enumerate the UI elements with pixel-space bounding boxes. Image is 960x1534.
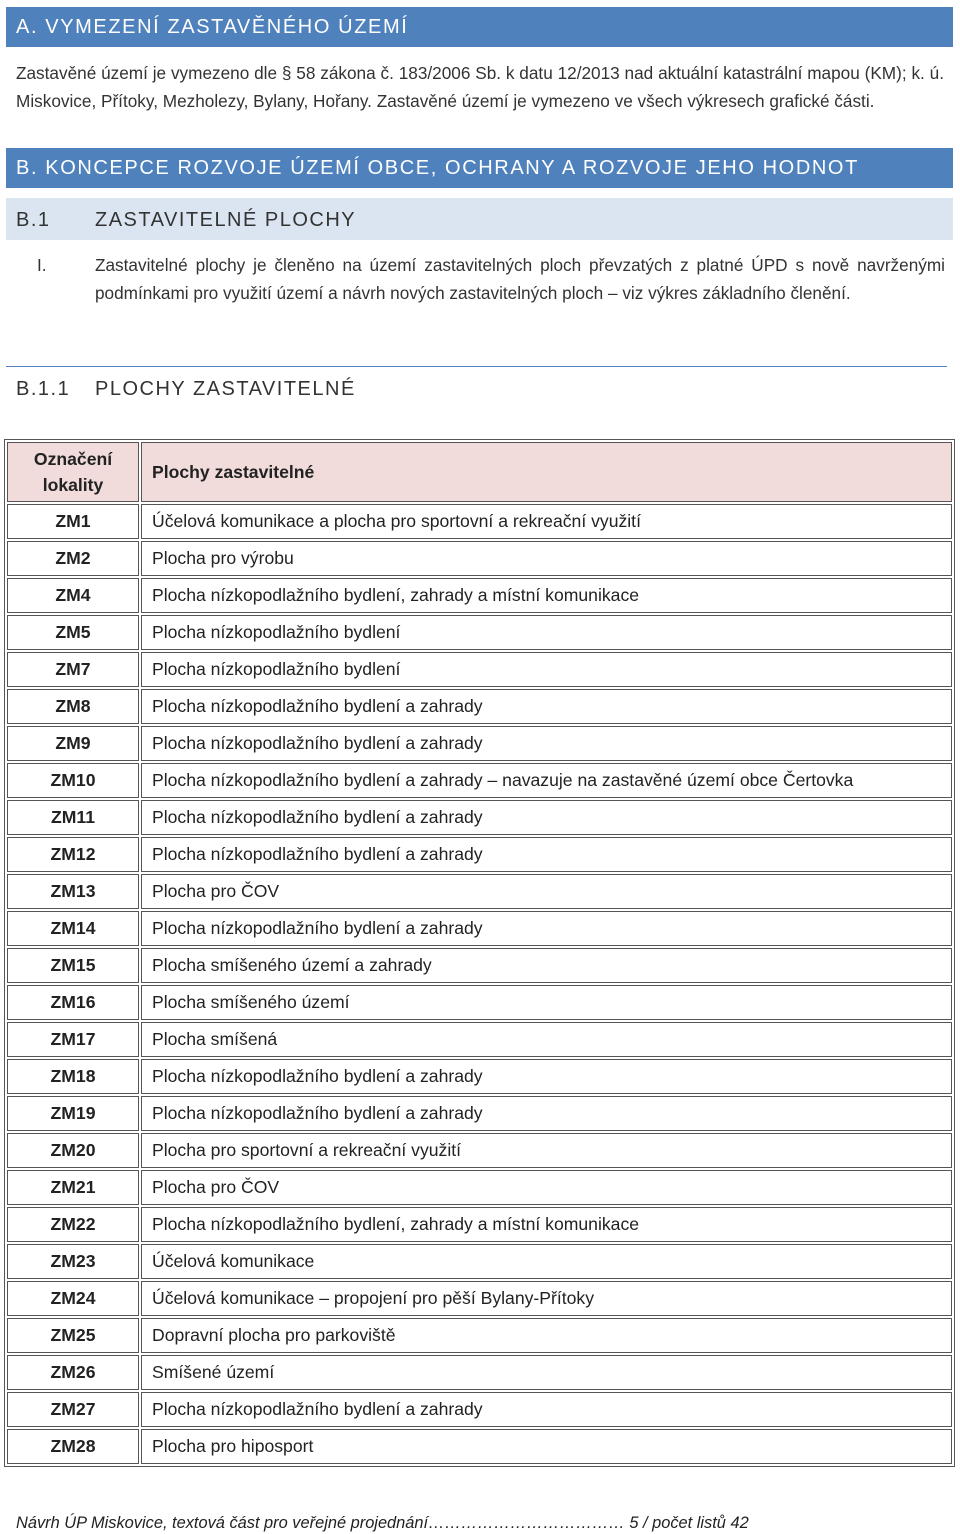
- section-b1-title: ZASTAVITELNÉ PLOCHY: [95, 209, 357, 231]
- lokalita-desc-cell: Plocha nízkopodlažního bydlení a zahrady: [141, 911, 952, 946]
- point-text: Zastavitelné plochy je členěno na území zastavitelných ploch převzatých z platné ÚPD s nově navrženými podmínkami pro využití území a návrh nových zastavitelných ploch – viz výkres základního členění.: [95, 255, 945, 303]
- lokalita-desc-cell: Plocha nízkopodlažního bydlení: [141, 615, 952, 650]
- lokalita-code-cell: ZM1: [7, 504, 139, 539]
- point-marker: I.: [37, 255, 47, 275]
- lokalita-code-cell: ZM13: [7, 874, 139, 909]
- lokalita-code-cell: ZM5: [7, 615, 139, 650]
- zastavitelne-plochy-table: [4, 439, 955, 1467]
- table-row: [7, 1429, 952, 1464]
- lokalita-code-cell: ZM2: [7, 541, 139, 576]
- table-row: [7, 1392, 952, 1427]
- table-row: [7, 504, 952, 539]
- page-footer: Návrh ÚP Miskovice, textová část pro veřejné projednání……………………………… 5 / počet listů 42: [16, 1514, 749, 1532]
- lokalita-desc-cell: Plocha nízkopodlažního bydlení a zahrady: [141, 1096, 952, 1131]
- table-row: [7, 1022, 952, 1057]
- table-row: [7, 800, 952, 835]
- header-code-line2: lokality: [42, 475, 104, 495]
- lokalita-desc-cell: Plocha smíšeného území: [141, 985, 952, 1020]
- table-row: [7, 1170, 952, 1205]
- lokalita-code-cell: ZM27: [7, 1392, 139, 1427]
- lokalita-code-cell: ZM17: [7, 1022, 139, 1057]
- table-row: [7, 541, 952, 576]
- header-code-cell: [7, 442, 139, 502]
- lokalita-desc-cell: Plocha pro ČOV: [141, 1170, 952, 1205]
- lokalita-desc-cell: Plocha smíšená: [141, 1022, 952, 1057]
- lokalita-desc-cell: Plocha pro ČOV: [141, 874, 952, 909]
- lokalita-desc-cell: Účelová komunikace: [141, 1244, 952, 1279]
- lokalita-desc-cell: Plocha nízkopodlažního bydlení a zahrady: [141, 1392, 952, 1427]
- table-row: [7, 689, 952, 724]
- section-b11-title: PLOCHY ZASTAVITELNÉ: [95, 378, 356, 400]
- table-row: [7, 1281, 952, 1316]
- table-row: [7, 1207, 952, 1242]
- lokalita-code-cell: ZM26: [7, 1355, 139, 1390]
- table-row: [7, 985, 952, 1020]
- lokalita-code-cell: ZM24: [7, 1281, 139, 1316]
- table-row: [7, 911, 952, 946]
- table-row: [7, 1244, 952, 1279]
- lokalita-code-cell: ZM28: [7, 1429, 139, 1464]
- header-desc-cell: Plochy zastavitelné: [141, 442, 952, 502]
- lokalita-code-cell: ZM21: [7, 1170, 139, 1205]
- table-row: [7, 837, 952, 872]
- lokalita-desc-cell: Účelová komunikace – propojení pro pěší Bylany-Přítoky: [141, 1281, 952, 1316]
- lokalita-desc-cell: Plocha pro hiposport: [141, 1429, 952, 1464]
- lokalita-desc-cell: Dopravní plocha pro parkoviště: [141, 1318, 952, 1353]
- table-row: [7, 726, 952, 761]
- section-a-text: Zastavěné území je vymezeno dle § 58 zákona č. 183/2006 Sb. k datu 12/2013 nad aktuální katastrální mapou (KM); k. ú. Miskovice, Přítoky, Mezholezy, Bylany, Hořany. Zastavěné území je vymezeno ve všech výkresech grafické části.: [16, 63, 944, 111]
- lokalita-desc-cell: Plocha nízkopodlažního bydlení a zahrady: [141, 726, 952, 761]
- table-header-row: [7, 442, 952, 502]
- lokalita-code-cell: ZM11: [7, 800, 139, 835]
- lokalita-code-cell: ZM16: [7, 985, 139, 1020]
- table-row: [7, 578, 952, 613]
- lokalita-code-cell: ZM8: [7, 689, 139, 724]
- lokalita-desc-cell: Plocha nízkopodlažního bydlení, zahrady a místní komunikace: [141, 1207, 952, 1242]
- lokalita-code-cell: ZM25: [7, 1318, 139, 1353]
- lokalita-code-cell: ZM15: [7, 948, 139, 983]
- table-row: [7, 874, 952, 909]
- section-b1-heading: [6, 198, 953, 240]
- lokalita-code-cell: ZM12: [7, 837, 139, 872]
- lokalita-desc-cell: Plocha pro výrobu: [141, 541, 952, 576]
- lokalita-code-cell: ZM10: [7, 763, 139, 798]
- lokalita-desc-cell: Plocha nízkopodlažního bydlení, zahrady a místní komunikace: [141, 578, 952, 613]
- lokalita-code-cell: ZM19: [7, 1096, 139, 1131]
- header-code-line1: Označení: [33, 449, 113, 469]
- lokalita-code-cell: ZM4: [7, 578, 139, 613]
- lokalita-code-cell: ZM18: [7, 1059, 139, 1094]
- section-b11-heading: [6, 366, 947, 406]
- lokalita-code-cell: ZM14: [7, 911, 139, 946]
- table-row: [7, 652, 952, 687]
- lokalita-code-cell: ZM23: [7, 1244, 139, 1279]
- section-b1-number: B.1: [16, 209, 51, 231]
- lokalita-desc-cell: Plocha nízkopodlažního bydlení a zahrady: [141, 837, 952, 872]
- section-b11-number: B.1.1: [16, 378, 71, 400]
- table-body: [7, 442, 952, 1464]
- table-row: [7, 1096, 952, 1131]
- section-a-heading: A. VYMEZENÍ ZASTAVĚNÉHO ÚZEMÍ: [6, 7, 953, 47]
- lokalita-desc-cell: Plocha nízkopodlažního bydlení a zahrady – navazuje na zastavěné území obce Čertovka: [141, 763, 952, 798]
- table-row: [7, 615, 952, 650]
- section-b-heading: B. KONCEPCE ROZVOJE ÚZEMÍ OBCE, OCHRANY A ROZVOJE JEHO HODNOT: [6, 148, 953, 188]
- table-row: [7, 1133, 952, 1168]
- table-row: [7, 1318, 952, 1353]
- table-row: [7, 1355, 952, 1390]
- table-row: [7, 1059, 952, 1094]
- lokalita-desc-cell: Plocha smíšeného území a zahrady: [141, 948, 952, 983]
- lokalita-desc-cell: Plocha nízkopodlažního bydlení: [141, 652, 952, 687]
- lokalita-code-cell: ZM7: [7, 652, 139, 687]
- lokalita-desc-cell: Plocha nízkopodlažního bydlení a zahrady: [141, 689, 952, 724]
- table-row: [7, 948, 952, 983]
- lokalita-code-cell: ZM22: [7, 1207, 139, 1242]
- lokalita-desc-cell: Plocha pro sportovní a rekreační využití: [141, 1133, 952, 1168]
- lokalita-code-cell: ZM9: [7, 726, 139, 761]
- lokalita-desc-cell: Účelová komunikace a plocha pro sportovní a rekreační využití: [141, 504, 952, 539]
- lokalita-code-cell: ZM20: [7, 1133, 139, 1168]
- lokalita-desc-cell: Plocha nízkopodlažního bydlení a zahrady: [141, 800, 952, 835]
- lokalita-desc-cell: Plocha nízkopodlažního bydlení a zahrady: [141, 1059, 952, 1094]
- lokalita-desc-cell: Smíšené území: [141, 1355, 952, 1390]
- table-row: [7, 763, 952, 798]
